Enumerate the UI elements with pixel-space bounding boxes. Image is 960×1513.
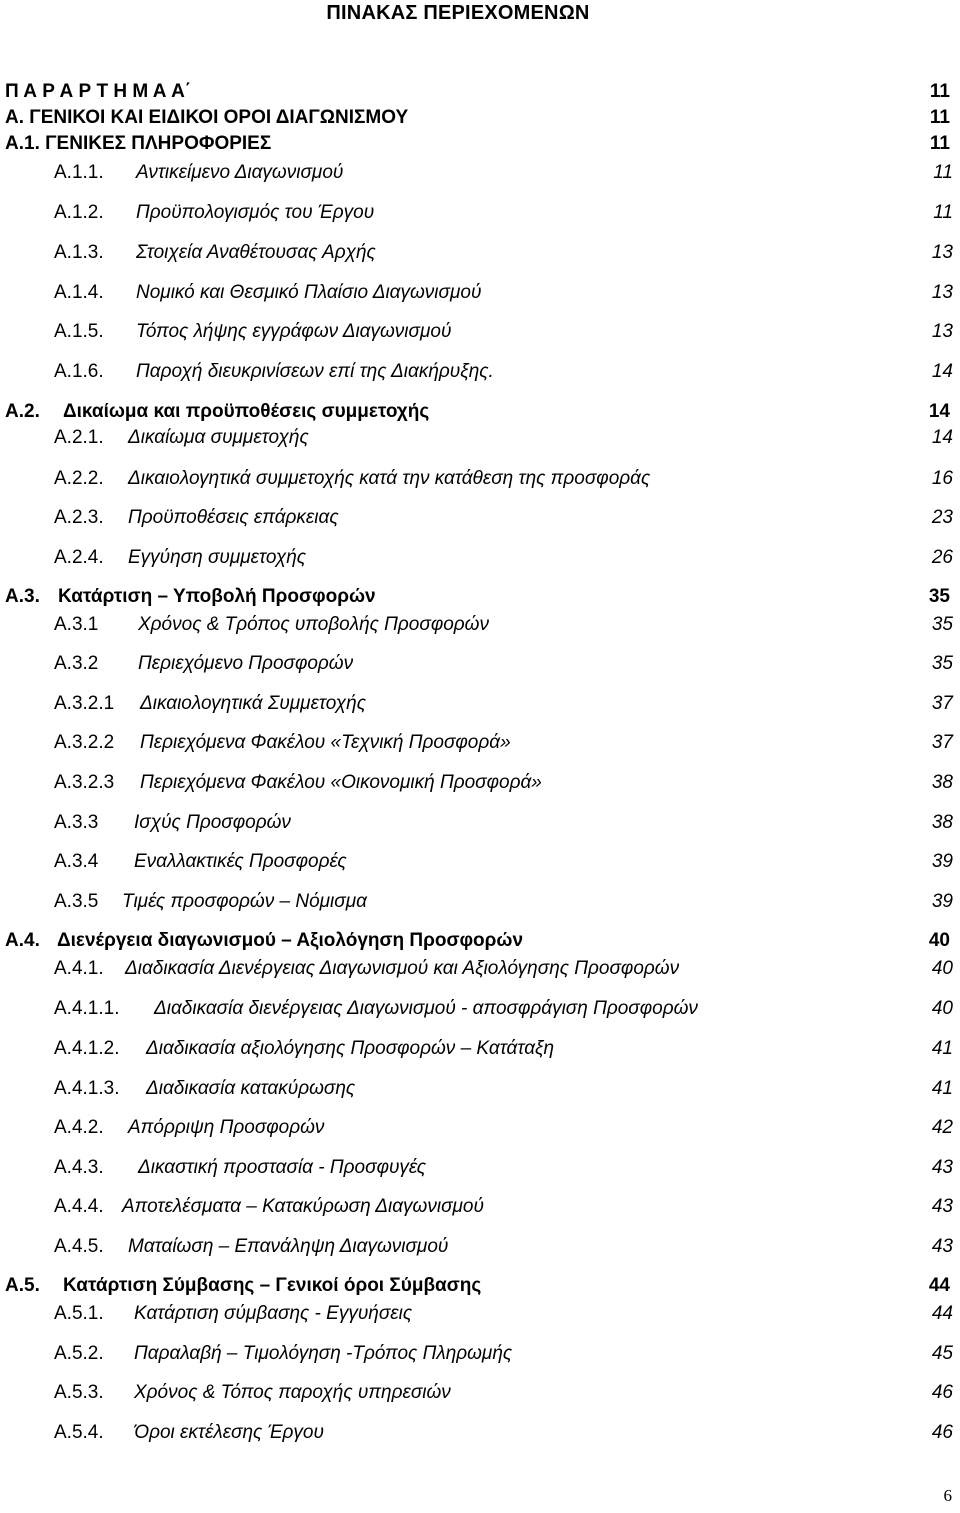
toc-entry-label: Εγγύηση συμμετοχής <box>128 547 307 568</box>
toc-entry-label: Εναλλακτικές Προσφορές <box>134 851 347 872</box>
toc-entry-label: Κατάρτιση Σύμβασης – Γενικοί όροι Σύμβασης <box>63 1275 482 1296</box>
toc-entry-label: Προϋπολογισμός του Έργου <box>136 202 375 223</box>
toc-entry[interactable] <box>54 1421 953 1445</box>
toc-entry[interactable] <box>54 850 953 874</box>
toc-entry-page: 23 <box>931 507 953 528</box>
toc-entry-page: 44 <box>928 1275 950 1296</box>
toc-entry[interactable] <box>54 1235 953 1259</box>
toc-entry[interactable] <box>54 1077 953 1101</box>
toc-entry-page: 42 <box>931 1117 953 1138</box>
toc-entry-label: Διαδικασία Διενέργειας Διαγωνισμού και Αξιολόγησης Προσφορών <box>125 958 680 979</box>
toc-entry-label: Διαδικασία κατακύρωσης <box>146 1078 356 1099</box>
toc-entry-number: Α.4.1.2. <box>54 1038 120 1059</box>
toc-entry-number: Α.5. <box>5 1275 40 1296</box>
toc-entry-page: 14 <box>931 427 953 448</box>
toc-entry-label: Στοιχεία Αναθέτουσας Αρχής <box>136 242 376 263</box>
toc-entry-number: Α.4.1. <box>54 958 104 979</box>
toc-entry-label: Διαδικασία διενέργειας Διαγωνισμού - αποσφράγιση Προσφορών <box>154 998 698 1019</box>
toc-entry-number: Α.2.4. <box>54 547 104 568</box>
toc-entry[interactable] <box>5 929 950 953</box>
toc-entry-label: Αποτελέσματα – Κατακύρωση Διαγωνισμού <box>122 1196 484 1217</box>
toc-entry[interactable] <box>54 890 953 914</box>
toc-entry-label: Απόρριψη Προσφορών <box>128 1117 325 1138</box>
toc-entry-number: Π Α Ρ Α Ρ Τ Η Μ Α Α΄ <box>5 81 192 102</box>
toc-entry[interactable] <box>54 1116 953 1140</box>
page-title: ΠΙΝΑΚΑΣ ΠΕΡΙΕΧΟΜΕΝΩΝ <box>326 2 590 24</box>
toc-entry-page: 43 <box>931 1157 953 1178</box>
toc-entry-number: Α.3.2.2 <box>54 732 115 753</box>
toc-entry-number: Α.3.3 <box>54 812 99 833</box>
toc-entry[interactable] <box>54 1156 953 1180</box>
toc-entry-number: Α.4.1.3. <box>54 1078 120 1099</box>
toc-entry-label: Δικαιολογητικά Συμμετοχής <box>140 693 366 714</box>
toc-entry-label: Παραλαβή – Τιμολόγηση -Τρόπος Πληρωμής <box>134 1343 513 1364</box>
toc-entry-page: 46 <box>931 1422 953 1443</box>
toc-entry-page: 39 <box>931 891 953 912</box>
toc-entry[interactable] <box>54 241 953 265</box>
toc-entry-page: 26 <box>931 547 953 568</box>
toc-entry-page: 35 <box>931 614 953 635</box>
toc-entry-page: 11 <box>929 107 950 128</box>
toc-entry[interactable] <box>5 80 950 104</box>
toc-entry-page: 38 <box>931 812 953 833</box>
toc-entry-page: 41 <box>931 1078 953 1099</box>
toc-entry-page: 40 <box>931 998 953 1019</box>
toc-entry-label: Δικαίωμα συμμετοχής <box>128 427 309 448</box>
toc-entry-page: 13 <box>931 242 953 263</box>
toc-entry-label: Δικαιολογητικά συμμετοχής κατά την κατάθεση της προσφοράς <box>128 468 651 489</box>
toc-entry-page: 16 <box>931 468 953 489</box>
toc-entry-number: Α.4.3. <box>54 1157 104 1178</box>
toc-entry-page: 43 <box>931 1236 953 1257</box>
toc-entry[interactable] <box>54 546 953 570</box>
toc-entry-number: Α.4.4. <box>54 1196 104 1217</box>
toc-entry-page: 46 <box>931 1382 953 1403</box>
toc-entry-page: 13 <box>931 282 953 303</box>
toc-entry-label: Περιεχόμενα Φακέλου «Οικονομική Προσφορά» <box>140 772 542 793</box>
toc-entry-number: Α.4. <box>5 930 40 951</box>
toc-entry[interactable] <box>54 426 953 450</box>
toc-entry-number: Α.5.3. <box>54 1382 104 1403</box>
toc-entry-page: 44 <box>931 1303 953 1324</box>
toc-entry[interactable] <box>54 201 953 225</box>
toc-entry[interactable] <box>54 1195 953 1219</box>
toc-entry[interactable] <box>54 731 953 755</box>
toc-entry-number: Α.4.1.1. <box>54 998 120 1019</box>
toc-entry[interactable] <box>54 1037 953 1061</box>
toc-entry-label: Τόπος λήψης εγγράφων Διαγωνισμού <box>136 321 452 342</box>
toc-entry-page: 11 <box>929 133 950 154</box>
toc-entry-number: Α.3.2.3 <box>54 772 115 793</box>
toc-entry-number: Α.1.1. <box>54 162 104 183</box>
toc-entry-page: 37 <box>931 732 953 753</box>
toc-entry-page: 37 <box>931 693 953 714</box>
toc-entry[interactable] <box>54 692 953 716</box>
toc-entry[interactable] <box>5 132 950 156</box>
toc-entry-number: Α.3.1 <box>54 614 99 635</box>
toc-entry-number: Α.1.3. <box>54 242 104 263</box>
toc-entry-label: Περιεχόμενο Προσφορών <box>138 653 354 674</box>
toc-entry-number: Α.1.4. <box>54 282 104 303</box>
toc-entry[interactable] <box>54 771 953 795</box>
toc-entry-page: 41 <box>931 1038 953 1059</box>
toc-entry[interactable] <box>5 400 950 424</box>
toc-entry-page: 11 <box>933 202 953 223</box>
toc-entry-page: 38 <box>931 772 953 793</box>
toc-entry-page: 35 <box>928 586 950 607</box>
toc-entry-number: Α.3.5 <box>54 891 99 912</box>
toc-entry-number: Α.3.4 <box>54 851 99 872</box>
toc-entry[interactable] <box>5 106 950 130</box>
toc-entry[interactable] <box>54 161 953 185</box>
toc-entry[interactable] <box>54 467 953 491</box>
toc-entry-number: Α.5.4. <box>54 1422 104 1443</box>
toc-entry-page: 45 <box>931 1343 953 1364</box>
toc-entry[interactable] <box>5 1274 950 1298</box>
toc-entry-number: Α.1. ΓΕΝΙΚΕΣ ΠΛΗΡΟΦΟΡΙΕΣ <box>5 133 272 154</box>
toc-entry[interactable] <box>54 506 953 530</box>
page-number: 6 <box>943 1486 952 1505</box>
toc-entry-number: Α.1.2. <box>54 202 104 223</box>
toc-entry-label: Προϋποθέσεις επάρκειας <box>128 507 339 528</box>
toc-entry-number: Α.1.6. <box>54 361 104 382</box>
toc-entry-number: Α.2.3. <box>54 507 104 528</box>
toc-entry-number: Α.2.2. <box>54 468 104 489</box>
toc-entry-label: Κατάρτιση σύμβασης - Εγγυήσεις <box>134 1303 413 1324</box>
toc-entry-label: Όροι εκτέλεσης Έργου <box>134 1422 324 1443</box>
toc-entry-page: 43 <box>931 1196 953 1217</box>
toc-entry-number: Α.3. <box>5 586 40 607</box>
toc-entry-label: Τιμές προσφορών – Νόμισμα <box>122 891 367 912</box>
toc-entry-label: Παροχή διευκρινίσεων επί της Διακήρυξης. <box>136 361 494 382</box>
toc-entry[interactable] <box>54 997 953 1021</box>
toc-entry-number: Α.2. <box>5 401 40 422</box>
toc-entry-label: Διαδικασία αξιολόγησης Προσφορών – Κατάταξη <box>146 1038 555 1059</box>
toc-entry-label: Δικαίωμα και προϋποθέσεις συμμετοχής <box>63 401 430 422</box>
toc-entry[interactable] <box>54 281 953 305</box>
toc-entry[interactable] <box>54 652 953 676</box>
toc-entry-label: Χρόνος & Τόπος παροχής υπηρεσιών <box>134 1382 451 1403</box>
toc-entry-number: Α.4.2. <box>54 1117 104 1138</box>
toc-entry[interactable] <box>54 1302 953 1326</box>
toc-entry-number: Α. ΓΕΝΙΚΟΙ ΚΑΙ ΕΙΔΙΚΟΙ ΟΡΟΙ ΔΙΑΓΩΝΙΣΜΟΥ <box>5 107 409 128</box>
toc-entry[interactable] <box>54 1342 953 1366</box>
toc-entry-page: 14 <box>931 361 953 382</box>
toc-entry-label: Διενέργεια διαγωνισμού – Αξιολόγηση Προσφορών <box>57 930 524 951</box>
toc-entry-page: 40 <box>931 958 953 979</box>
toc-entry-label: Νομικό και Θεσμικό Πλαίσιο Διαγωνισμού <box>136 282 482 303</box>
toc-entry-label: Χρόνος & Τρόπος υποβολής Προσφορών <box>138 614 489 635</box>
toc-entry[interactable] <box>54 613 953 637</box>
toc-entry-label: Αντικείμενο Διαγωνισμού <box>136 162 344 183</box>
toc-entry-label: Ματαίωση – Επανάληψη Διαγωνισμού <box>128 1236 449 1257</box>
toc-entry-page: 11 <box>929 81 950 102</box>
toc-entry-number: Α.3.2.1 <box>54 693 115 714</box>
toc-entry-page: 14 <box>928 401 950 422</box>
toc-entry[interactable] <box>54 1381 953 1405</box>
toc-entry-number: Α.2.1. <box>54 427 104 448</box>
toc-entry-label: Περιεχόμενα Φακέλου «Τεχνική Προσφορά» <box>140 732 511 753</box>
toc-entry-number: Α.1.5. <box>54 321 104 342</box>
toc-entry[interactable] <box>54 957 953 981</box>
toc-entry[interactable] <box>5 585 950 609</box>
toc-entry[interactable] <box>54 360 953 384</box>
toc-entry-page: 11 <box>933 162 953 183</box>
toc-entry-number: Α.4.5. <box>54 1236 104 1257</box>
toc-entry[interactable] <box>54 811 953 835</box>
toc-entry-label: Κατάρτιση – Υποβολή Προσφορών <box>58 586 376 607</box>
toc-entry-page: 35 <box>931 653 953 674</box>
toc-entry-number: Α.5.2. <box>54 1343 104 1364</box>
toc-entry[interactable] <box>54 320 953 344</box>
toc-entry-label: Δικαστική προστασία - Προσφυγές <box>138 1157 426 1178</box>
toc-entry-page: 40 <box>928 930 950 951</box>
toc-entry-number: Α.5.1. <box>54 1303 104 1324</box>
toc-entry-page: 13 <box>931 321 953 342</box>
toc-entry-number: Α.3.2 <box>54 653 99 674</box>
toc-entry-label: Ισχύς Προσφορών <box>134 812 291 833</box>
toc-entry-page: 39 <box>931 851 953 872</box>
